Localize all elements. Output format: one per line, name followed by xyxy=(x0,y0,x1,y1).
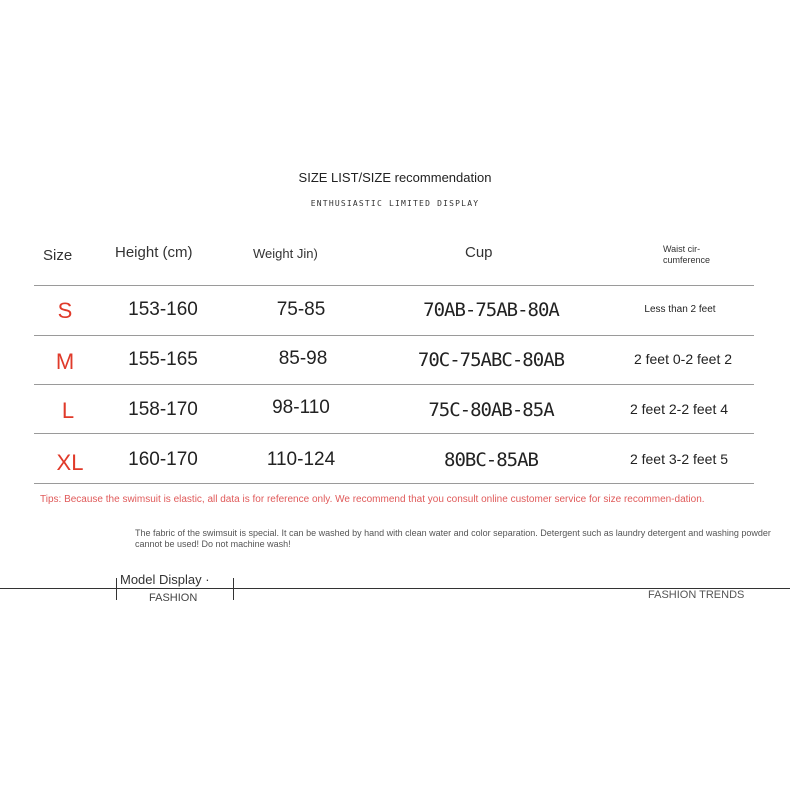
column-header-cup: Cup xyxy=(465,244,493,261)
model-display-right-bracket xyxy=(233,578,234,600)
height-cell: 155-165 xyxy=(128,349,198,370)
fashion-label: FASHION xyxy=(149,592,198,604)
cup-cell: 70AB-75AB-80A xyxy=(423,299,559,321)
row-divider xyxy=(34,483,754,484)
waist-cell: 2 feet 0-2 feet 2 xyxy=(633,351,733,367)
weight-cell: 75-85 xyxy=(276,299,326,320)
page-title: SIZE LIST/SIZE recommendation xyxy=(298,170,492,185)
height-cell: 158-170 xyxy=(128,399,198,420)
weight-cell: 85-98 xyxy=(278,348,328,369)
row-divider xyxy=(34,433,754,434)
cup-cell: 75C-80AB-85A xyxy=(428,399,554,421)
model-display-label: Model Display · xyxy=(120,572,210,587)
column-header-height: Height (cm) xyxy=(115,244,193,261)
fabric-care-note: The fabric of the swimsuit is special. It can be washed by hand with clean water and color separation. Detergent such as laundry detergent and washing powder cannot be used! Do not machine wash! xyxy=(135,528,771,549)
weight-cell: 110-124 xyxy=(266,449,336,470)
cup-cell: 70C-75ABC-80AB xyxy=(417,349,565,371)
column-header-waist-line1: Waist cir- xyxy=(663,244,701,254)
column-header-size: Size xyxy=(43,247,73,264)
waist-cell: 2 feet 3-2 feet 5 xyxy=(629,451,729,467)
height-cell: 153-160 xyxy=(128,299,198,320)
waist-cell: Less than 2 feet xyxy=(644,304,716,315)
column-header-waist-line2: cumference xyxy=(663,255,711,265)
size-tips-note: Tips: Because the swimsuit is elastic, all data is for reference only. We recommend that you consult online customer service for size recommen-dation. xyxy=(40,494,705,505)
page-subtitle: ENTHUSIASTIC LIMITED DISPLAY xyxy=(310,199,480,208)
row-divider xyxy=(34,384,754,385)
size-label: L xyxy=(61,398,75,423)
column-header-weight: Weight Jin) xyxy=(253,246,318,261)
model-display-left-bracket xyxy=(116,578,117,600)
weight-cell: 98-110 xyxy=(272,397,330,418)
cup-cell: 80BC-85AB xyxy=(444,449,538,471)
height-cell: 160-170 xyxy=(128,449,198,470)
fashion-trends-label: FASHION TRENDS xyxy=(648,589,745,601)
column-header-waist xyxy=(663,244,733,266)
waist-cell: 2 feet 2-2 feet 4 xyxy=(629,401,729,417)
size-label: M xyxy=(55,349,75,374)
size-label: XL xyxy=(56,450,84,475)
row-divider xyxy=(34,285,754,286)
row-divider xyxy=(34,335,754,336)
size-label: S xyxy=(57,298,73,323)
